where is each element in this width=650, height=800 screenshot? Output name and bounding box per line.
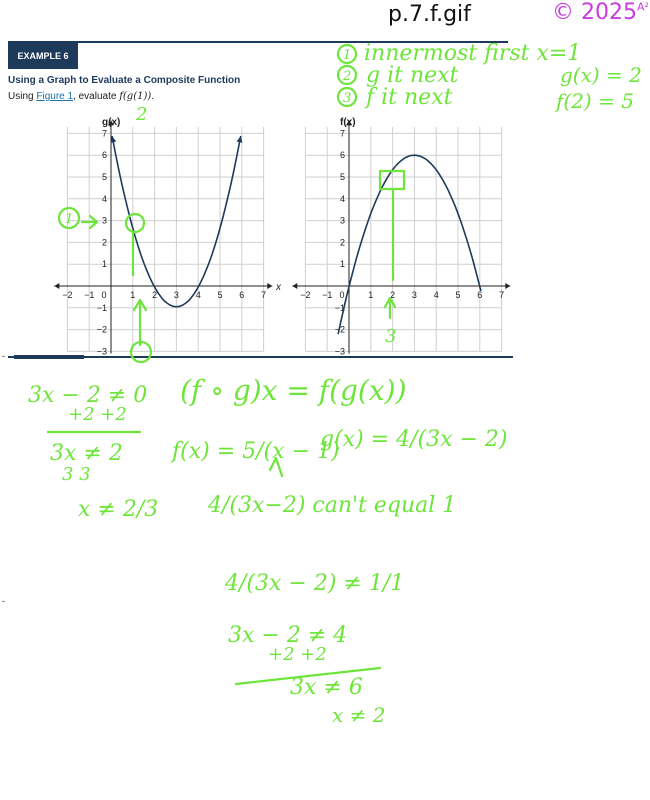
f-axis-label: f(x) (340, 117, 356, 128)
work-right (170, 374, 507, 727)
copyright-superscript: A² (636, 0, 649, 14)
arrow-icon (82, 216, 97, 228)
equation-line: 3x ≠ 6 (290, 675, 363, 700)
y-tick-label: 3 (339, 215, 345, 226)
y-tick-label: −1 (96, 302, 107, 313)
x-tick-label: 2 (390, 290, 396, 300)
step-number: 2 (343, 69, 352, 84)
y-tick-label: 2 (339, 237, 345, 248)
x-tick-label: 1 (130, 290, 136, 300)
x-tick-label: −2 (62, 290, 73, 300)
x-tick-label: −1 (322, 290, 333, 300)
point-circle (126, 214, 144, 232)
work-line: 3x − 2 ≠ 0 (28, 383, 148, 408)
x-tick-label: 1 (368, 290, 374, 300)
file-name: p.7.f.gif (388, 2, 471, 27)
y-tick-label: −3 (334, 346, 345, 357)
x-tick-label: 0 (101, 290, 107, 300)
x-tick-label: 7 (499, 290, 505, 300)
y-tick-label: 1 (339, 259, 345, 270)
f-def: f(x) = 5/(x − 1) (172, 439, 340, 464)
graph-markings (59, 104, 404, 362)
work-line: 3x ≠ 2 (50, 441, 123, 466)
equation-line: 4/(3x − 2) ≠ 1/1 (225, 571, 405, 596)
result-f: f(2) = 5 (556, 89, 634, 113)
copyright-text: © 2025 (552, 0, 637, 25)
y-tick-label: 4 (339, 193, 345, 204)
work-line: 3 3 (62, 464, 91, 485)
example-badge: EXAMPLE 6 (8, 43, 78, 69)
figure-link[interactable]: Figure 1 (36, 91, 74, 102)
arrow-number: 3 (385, 326, 397, 347)
work-line: +2 +2 (68, 404, 127, 425)
example-text-middle: , evaluate (73, 91, 120, 102)
equation-line: +2 +2 (268, 644, 327, 665)
equation-line: 3x − 2 ≠ 4 (228, 623, 348, 648)
equation-line: x ≠ 2 (332, 703, 386, 727)
point-box (380, 171, 404, 189)
y-tick-label: 4 (101, 193, 107, 204)
x-tick-label: 0 (339, 290, 345, 300)
x-tick-label: 2 (152, 290, 158, 300)
margin-dot: - (2, 351, 5, 361)
x-tick-label: −2 (300, 290, 311, 300)
composite-def: (f ∘ g)x = f(g(x)) (180, 374, 407, 407)
y-tick-label: −2 (334, 324, 345, 335)
y-tick-label: 1 (101, 259, 107, 270)
x-tick-label: 5 (455, 290, 461, 300)
y-tick-label: 6 (101, 150, 107, 161)
y-tick-label: 7 (101, 128, 107, 139)
y-tick-label: −2 (96, 324, 107, 335)
y-tick-label: −3 (96, 346, 107, 357)
y-tick-label: −1 (334, 302, 345, 313)
step-text: g it next (366, 63, 459, 88)
example-title: Using a Graph to Evaluate a Composite Function (8, 75, 241, 86)
step-text: f it next (366, 85, 453, 110)
up-arrow-icon (385, 298, 395, 318)
g-def: g(x) = 4/(3x − 2) (320, 427, 508, 452)
x-tick-label: 3 (173, 290, 179, 300)
step-number: 3 (343, 91, 352, 106)
step-list (338, 41, 642, 113)
x-tick-label: 7 (261, 290, 267, 300)
work-left (28, 383, 158, 522)
y-tick-label: 2 (101, 237, 107, 248)
y-tick-label: 6 (339, 150, 345, 161)
g-axis-label: g(x) (102, 117, 121, 128)
point-number: 1 (65, 212, 74, 227)
x-tick-label: 6 (239, 290, 245, 300)
step-number: 1 (343, 48, 352, 63)
example-math: f(g(1)) (119, 91, 152, 102)
x-tick-label: 3 (411, 290, 417, 300)
x-tick-label: 4 (433, 290, 439, 300)
cant-equal: 4/(3x−2) can't equal 1 (208, 493, 457, 518)
x-tick-label: −1 (84, 290, 95, 300)
up-arrow-icon (134, 300, 146, 345)
x-axis-label: x (276, 282, 281, 293)
margin-dot: - (2, 596, 5, 606)
y-tick-label: 5 (339, 172, 345, 182)
x-tick-label: 6 (477, 290, 483, 300)
example-text-prefix: Using (8, 91, 37, 102)
x-tick-label: 5 (217, 290, 223, 300)
g-label-mark: 2 (136, 104, 148, 125)
x-tick-label: 4 (195, 290, 201, 300)
result-g: g(x) = 2 (560, 63, 642, 87)
example-text-suffix: . (151, 91, 155, 102)
work-line: x ≠ 2/3 (78, 497, 159, 522)
y-tick-label: 3 (101, 215, 107, 226)
step-text: innermost first x=1 (364, 41, 582, 66)
y-tick-label: 7 (339, 128, 345, 139)
y-tick-label: 5 (101, 172, 107, 182)
